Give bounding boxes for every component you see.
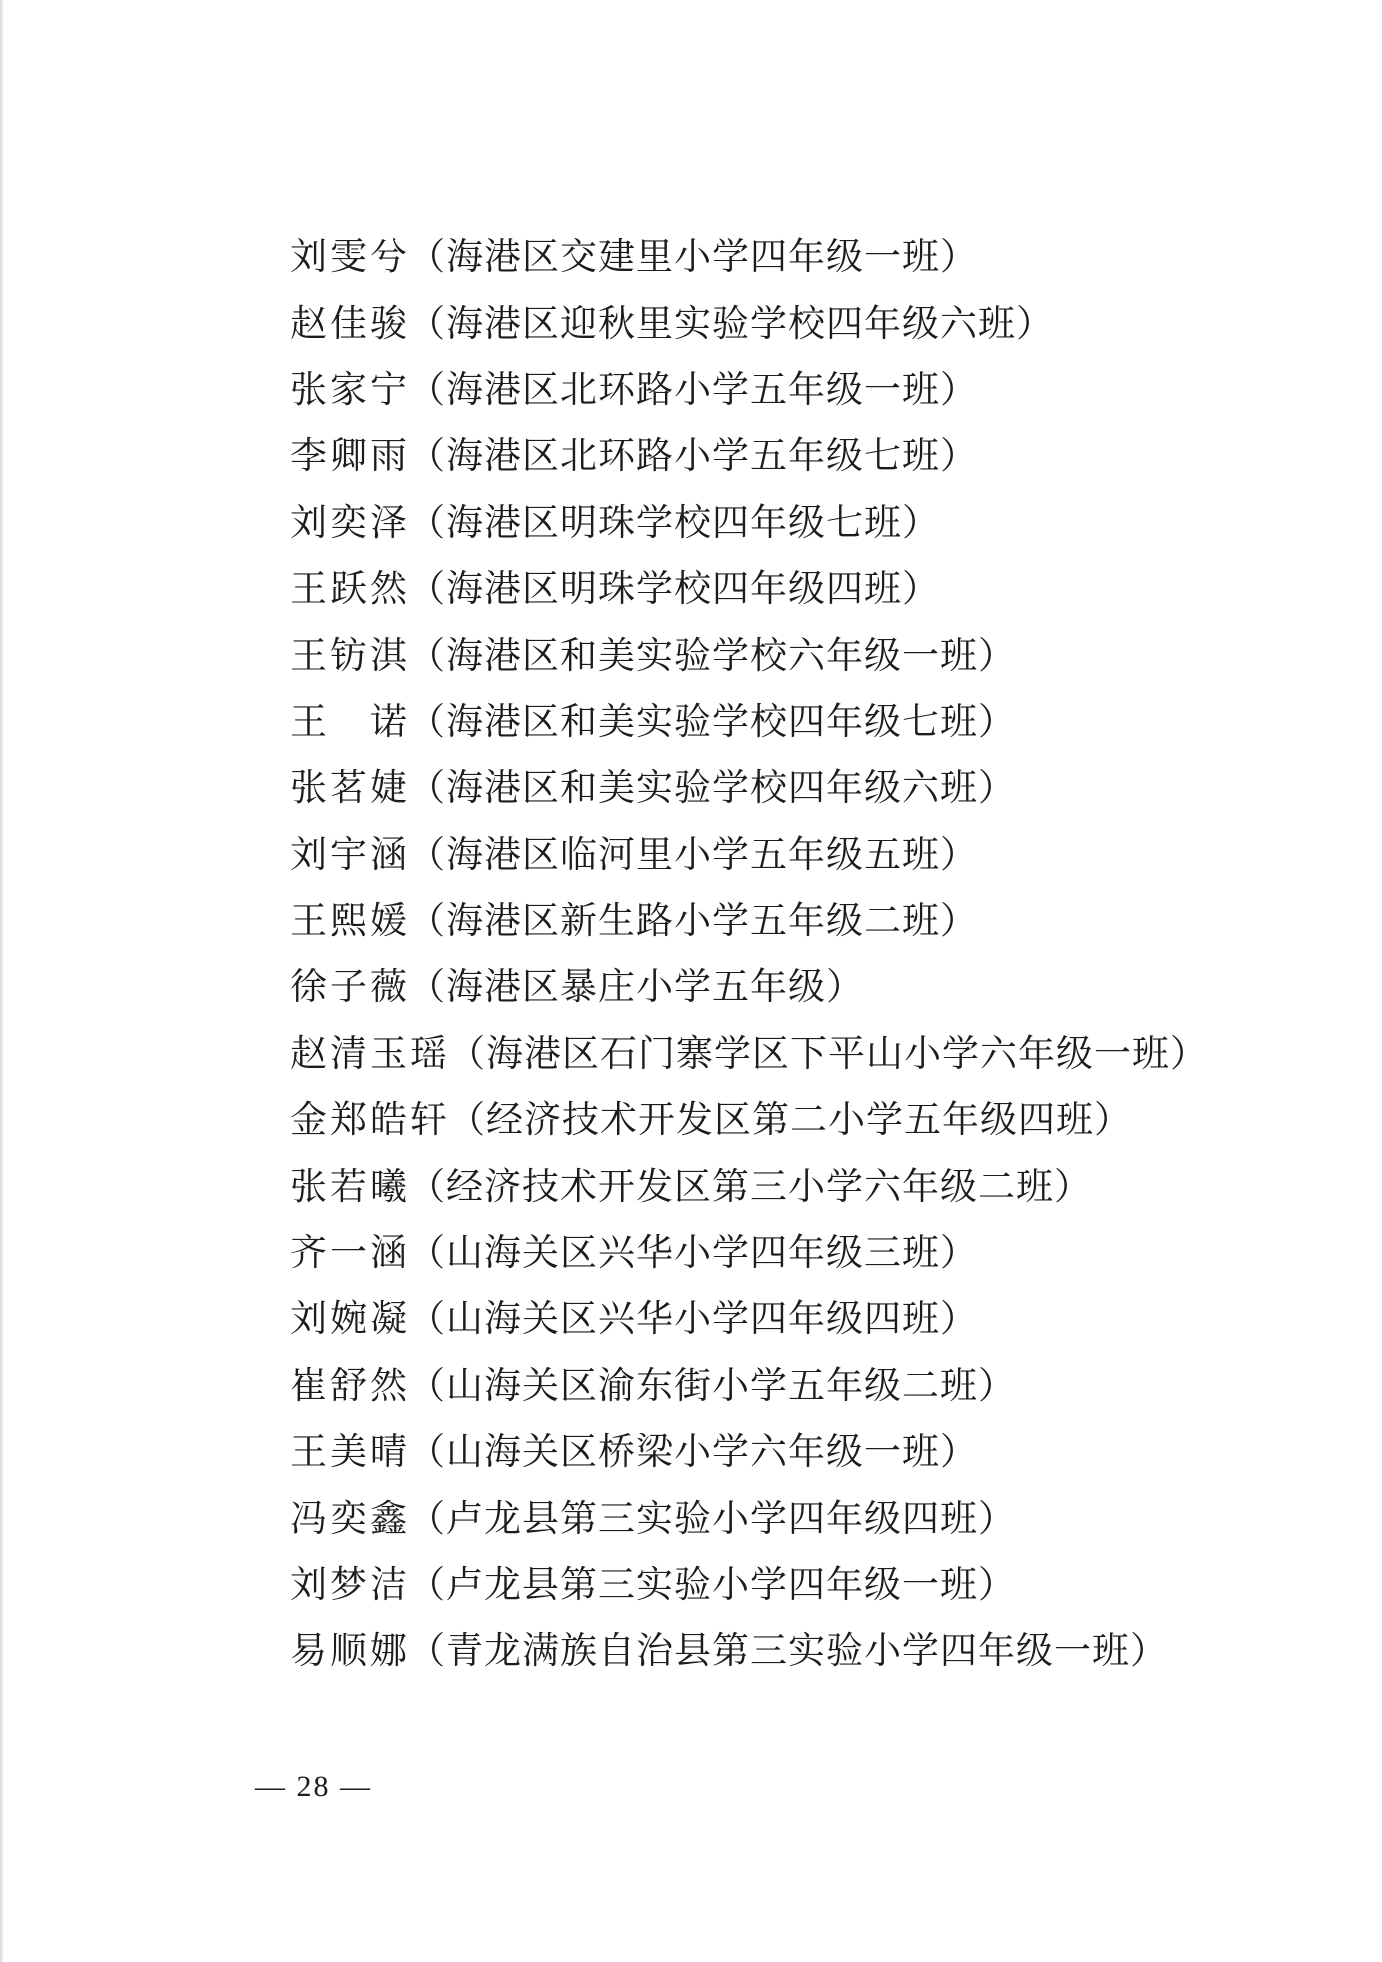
school-class: （海港区暴庄小学五年级）	[408, 965, 864, 1009]
page-number-footer	[255, 1770, 372, 1804]
school-class: （山海关区兴华小学四年级四班）	[408, 1297, 978, 1341]
student-name: 李卿雨	[290, 434, 408, 478]
list-item	[290, 220, 1340, 286]
student-name: 王钫淇	[290, 633, 408, 677]
student-name: 易顺娜	[290, 1629, 408, 1673]
list-item	[290, 685, 1340, 751]
award-name-list	[290, 220, 1340, 1681]
student-name: 刘婉凝	[290, 1297, 408, 1341]
student-name: 王熙媛	[290, 899, 408, 943]
school-class: （山海关区渝东街小学五年级二班）	[408, 1363, 1016, 1407]
list-item	[290, 818, 1340, 884]
school-class: （海港区迎秋里实验学校四年级六班）	[408, 301, 1054, 345]
student-name: 刘宇涵	[290, 832, 408, 876]
school-class: （青龙满族自治县第三实验小学四年级一班）	[408, 1629, 1168, 1673]
page-scan-edge	[0, 0, 4, 1962]
list-item	[290, 1349, 1340, 1415]
student-name: 徐子薇	[290, 965, 408, 1009]
list-item	[290, 1149, 1340, 1215]
school-class: （海港区和美实验学校四年级七班）	[408, 699, 1016, 743]
school-class: （海港区和美实验学校六年级一班）	[408, 633, 1016, 677]
school-class: （海港区和美实验学校四年级六班）	[408, 766, 1016, 810]
school-class: （海港区交建里小学四年级一班）	[408, 235, 978, 279]
page-number-dash-left: —	[255, 1770, 287, 1803]
school-class: （海港区临河里小学五年级五班）	[408, 832, 978, 876]
student-name: 金郑皓轩	[290, 1098, 448, 1142]
list-item	[290, 884, 1340, 950]
list-item	[290, 1481, 1340, 1547]
page-number: 28	[296, 1770, 331, 1803]
list-item	[290, 1282, 1340, 1348]
list-item	[290, 1017, 1340, 1083]
student-name: 王诺	[290, 699, 408, 743]
student-name: 刘奕泽	[290, 500, 408, 544]
school-class: （海港区新生路小学五年级二班）	[408, 899, 978, 943]
student-name: 赵佳骏	[290, 301, 408, 345]
list-item	[290, 1614, 1340, 1680]
student-name: 张茗婕	[290, 766, 408, 810]
school-class: （经济技术开发区第三小学六年级二班）	[408, 1164, 1092, 1208]
school-class: （海港区北环路小学五年级七班）	[408, 434, 978, 478]
list-item	[290, 1216, 1340, 1282]
school-class: （海港区明珠学校四年级四班）	[408, 567, 940, 611]
student-name: 王美晴	[290, 1430, 408, 1474]
list-item	[290, 353, 1340, 419]
student-name: 冯奕鑫	[290, 1496, 408, 1540]
student-name: 齐一涵	[290, 1231, 408, 1275]
list-item	[290, 1415, 1340, 1481]
student-name: 王跃然	[290, 567, 408, 611]
student-name: 张若曦	[290, 1164, 408, 1208]
school-class: （卢龙县第三实验小学四年级四班）	[408, 1496, 1016, 1540]
school-class: （海港区北环路小学五年级一班）	[408, 367, 978, 411]
school-class: （卢龙县第三实验小学四年级一班）	[408, 1563, 1016, 1606]
list-item	[290, 751, 1340, 817]
list-item	[290, 950, 1340, 1016]
list-item	[290, 552, 1340, 618]
list-item	[290, 486, 1340, 552]
school-class: （海港区石门寨学区下平山小学六年级一班）	[448, 1031, 1208, 1075]
list-item	[290, 618, 1340, 684]
student-name: 赵清玉瑶	[290, 1031, 448, 1075]
page-number-dash-right: —	[340, 1770, 372, 1803]
school-class: （山海关区桥梁小学六年级一班）	[408, 1430, 978, 1474]
school-class: （山海关区兴华小学四年级三班）	[408, 1231, 978, 1275]
student-name: 张家宁	[290, 367, 408, 411]
school-class: （海港区明珠学校四年级七班）	[408, 500, 940, 544]
list-item	[290, 1083, 1340, 1149]
student-name: 崔舒然	[290, 1363, 408, 1407]
list-item	[290, 286, 1340, 352]
student-name: 刘雯兮	[290, 235, 408, 279]
list-item	[290, 419, 1340, 485]
school-class: （经济技术开发区第二小学五年级四班）	[448, 1098, 1132, 1142]
student-name: 刘梦洁	[290, 1563, 408, 1606]
list-item	[290, 1548, 1340, 1614]
